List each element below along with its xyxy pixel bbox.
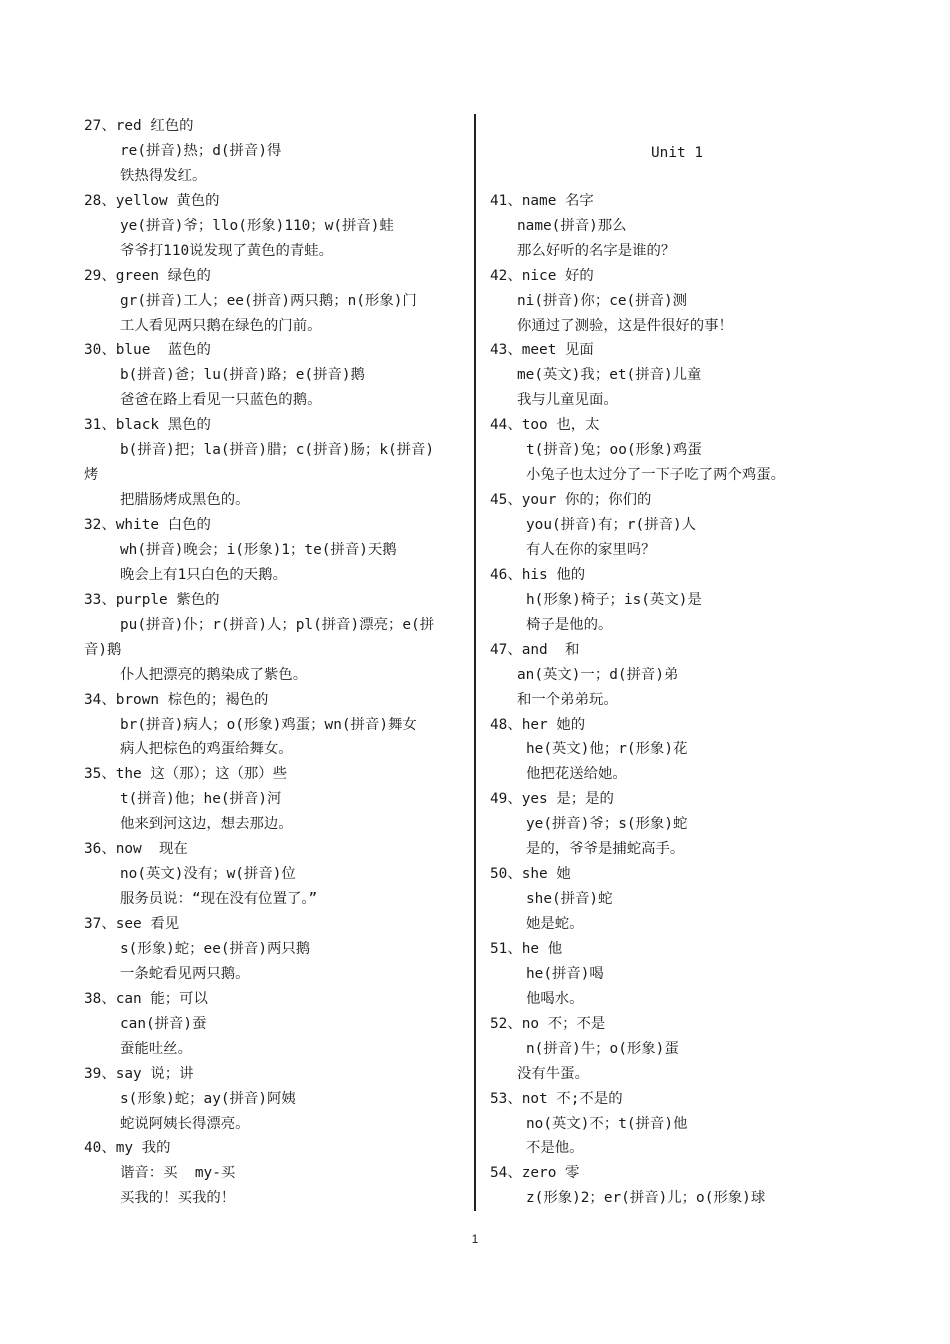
entry-line: h(形象)椅子；is(英文)是 [526, 591, 702, 608]
entry-line: ye(拼音)爷；s(形象)蛇 [526, 816, 688, 833]
entry-heading: 29、green 绿色的 [84, 267, 211, 284]
entry-line: 一条蛇看见两只鹅。 [120, 965, 250, 982]
entry-heading: 28、yellow 黄色的 [84, 192, 220, 209]
entry-heading: 41、name 名字 [490, 192, 594, 209]
entry-line: 服务员说：“现在没有位置了。” [120, 891, 318, 908]
entry-heading: 46、his 他的 [490, 566, 586, 583]
entry-heading: 43、meet 见面 [490, 342, 594, 359]
entry-line: br(拼音)病人；o(形象)鸡蛋；wn(拼音)舞女 [120, 716, 417, 733]
entry-line: 把腊肠烤成黑色的。 [120, 492, 250, 509]
entry-line: no(英文)没有；w(拼音)位 [120, 866, 296, 883]
entry-heading: 36、now 现在 [84, 841, 188, 858]
entry-heading: 30、blue 蓝色的 [84, 342, 211, 359]
entry-heading: 35、the 这（那）；这（那）些 [84, 766, 288, 783]
entry-heading: 33、purple 紫色的 [84, 591, 220, 608]
entry-line: t(拼音)他；he(拼音)河 [120, 791, 282, 808]
entry-heading: 52、no 不；不是 [490, 1015, 606, 1032]
entry-heading: 音)鹅 [84, 641, 122, 658]
entry-line: 买我的！买我的！ [120, 1190, 236, 1207]
entry-line [490, 164, 890, 189]
entry-line: 你通过了测验，这是件很好的事！ [517, 317, 733, 334]
entry-heading: 53、not 不;不是的 [490, 1090, 623, 1107]
entry-line: s(形象)蛇；ay(拼音)阿姨 [120, 1090, 296, 1107]
entry-line: 他来到河这边，想去那边。 [120, 816, 293, 833]
entry-heading: 44、too 也，太 [490, 417, 600, 434]
entry-line: he(英文)他；r(形象)花 [526, 741, 688, 758]
entry-heading: 37、see 看见 [84, 916, 180, 932]
entry-line: no(英文)不；t(拼音)他 [526, 1115, 688, 1132]
entry-line: t(拼音)兔；oo(形象)鸡蛋 [526, 442, 702, 459]
entry-line: she(拼音)蛇 [526, 891, 613, 908]
entry-heading: 27、red 红色的 [84, 118, 194, 134]
entry-line: n(拼音)牛；o(形象)蛋 [526, 1040, 679, 1057]
entry-line: you(拼音)有；r(拼音)人 [526, 517, 697, 533]
entry-heading: 31、black 黑色的 [84, 417, 211, 434]
entry-line: pu(拼音)仆；r(拼音)人；pl(拼音)漂亮；e(拼 [120, 616, 435, 633]
entry-heading: 54、zero 零 [490, 1165, 580, 1182]
entry-line: b(拼音)爸；lu(拼音)路；e(拼音)鹅 [120, 367, 365, 384]
entry-line: re(拼音)热；d(拼音)得 [120, 142, 282, 159]
entry-line: 爸爸在路上看见一只蓝色的鹅。 [120, 392, 322, 409]
entry-heading: 42、nice 好的 [490, 267, 594, 284]
entry-line: s(形象)蛇；ee(拼音)两只鹅 [120, 940, 311, 957]
entry-line: 爷爷打110说发现了黄色的青蛙。 [120, 242, 334, 259]
entry-line [490, 114, 890, 139]
left-column [84, 114, 472, 1211]
entry-line: 蚕能吐丝。 [120, 1040, 192, 1057]
entry-line: 他喝水。 [526, 990, 584, 1007]
entry-heading: 47、and 和 [490, 641, 580, 658]
entry-line: 椅子是他的。 [526, 616, 613, 633]
entry-line: 病人把棕色的鸡蛋给舞女。 [120, 741, 293, 758]
entry-line: an(英文)一；d(拼音)弟 [517, 666, 679, 683]
entry-heading: 39、say 说；讲 [84, 1065, 194, 1082]
entry-line: 不是他。 [526, 1140, 584, 1157]
entry-line: me(英文)我；et(拼音)儿童 [517, 367, 702, 384]
unit-title: Unit 1 [651, 145, 703, 161]
entry-line: 他把花送给她。 [526, 766, 627, 783]
entry-heading: 50、she 她 [490, 866, 571, 883]
entry-line: 是的，爷爷是捕蛇高手。 [526, 841, 685, 858]
entry-heading: 38、can 能；可以 [84, 990, 208, 1007]
entry-heading: 49、yes 是；是的 [490, 791, 614, 808]
entry-line: z(形象)2；er(拼音)儿；o(形象)球 [526, 1190, 766, 1207]
entry-heading: 34、brown 棕色的；褐色的 [84, 691, 269, 708]
entry-heading: 48、her 她的 [490, 716, 586, 733]
entry-heading: 烤 [84, 467, 99, 484]
entry-line: 铁热得发红。 [120, 167, 207, 184]
entry-line [490, 139, 890, 164]
entry-heading: 45、your 你的；你们的 [490, 492, 652, 509]
entry-line: 那么好听的名字是谁的？ [517, 242, 676, 259]
entry-heading: 51、he 他 [490, 940, 563, 957]
entry-line: ni(拼音)你；ce(拼音)测 [517, 292, 688, 309]
entry-line: b(拼音)把；la(拼音)腊；c(拼音)肠；k(拼音) [120, 442, 435, 459]
entry-line: can(拼音)蚕 [120, 1015, 207, 1032]
entry-line: wh(拼音)晚会；i(形象)1；te(拼音)天鹅 [120, 541, 397, 558]
entry-line: 我与儿童见面。 [517, 392, 618, 409]
right-column [490, 114, 890, 1211]
column-divider [474, 114, 476, 1211]
entry-line: 蛇说阿姨长得漂亮。 [120, 1115, 250, 1132]
entry-heading: 40、my 我的 [84, 1140, 171, 1157]
page-number: 1 [471, 1232, 479, 1246]
entry-line: he(拼音)喝 [526, 965, 604, 982]
entry-line: gr(拼音)工人；ee(拼音)两只鹅；n(形象)门 [120, 292, 417, 309]
entry-line: 小兔子也太过分了一下子吃了两个鸡蛋。 [526, 467, 786, 484]
entry-heading: 32、white 白色的 [84, 517, 211, 533]
entry-line: 仆人把漂亮的鹅染成了紫色。 [120, 666, 308, 683]
entry-line: 晚会上有1只白色的天鹅。 [120, 566, 287, 583]
entry-line: 她是蛇。 [526, 916, 584, 932]
entry-line: 工人看见两只鹅在绿色的门前。 [120, 317, 322, 334]
entry-line: 谐音：买 my-买 [120, 1165, 236, 1182]
entry-line: name(拼音)那么 [517, 217, 627, 234]
entry-line: 有人在你的家里吗？ [526, 541, 656, 558]
entry-line: ye(拼音)爷；llo(形象)110；w(拼音)蛙 [120, 217, 394, 234]
entry-line: 和一个弟弟玩。 [517, 691, 618, 708]
entry-line: 没有牛蛋。 [517, 1065, 589, 1082]
